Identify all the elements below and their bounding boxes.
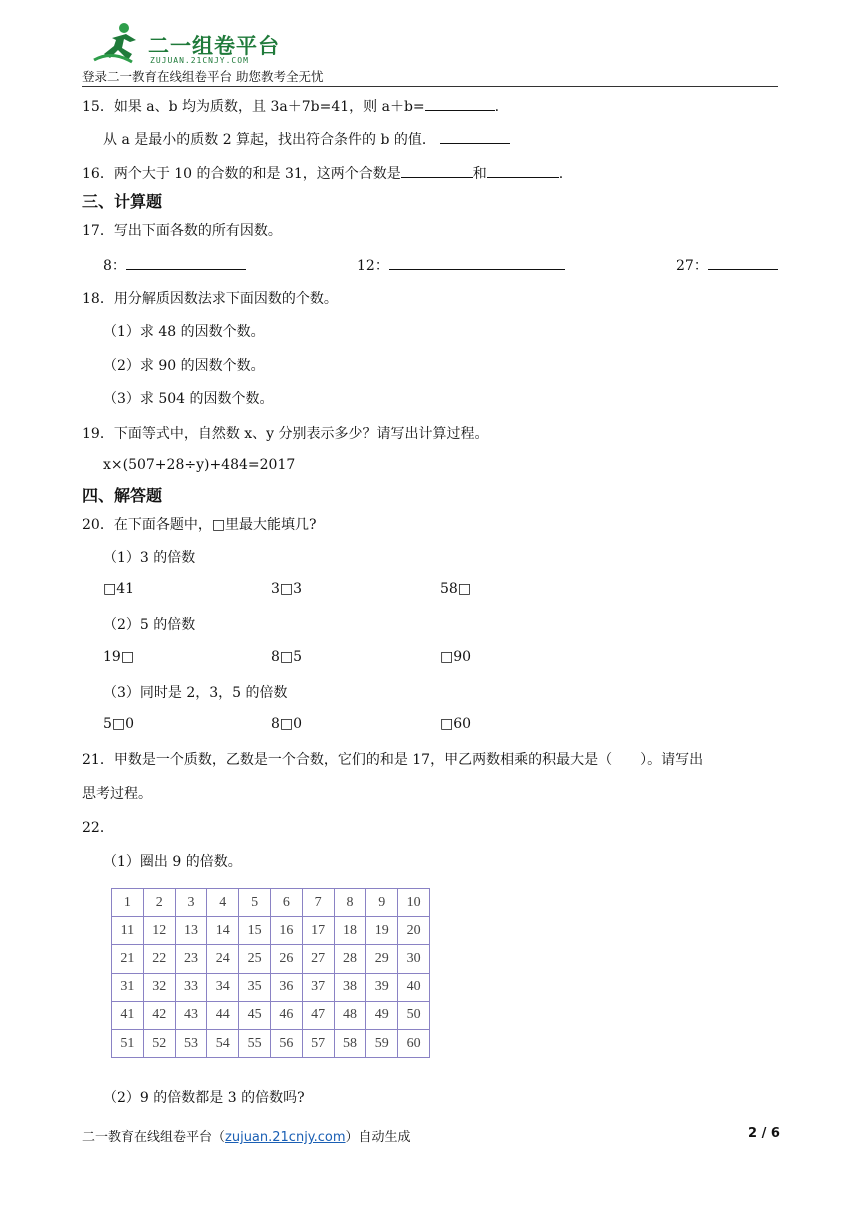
grid-cell[interactable]: 14 — [207, 917, 239, 945]
q17-item-8 — [103, 255, 246, 275]
q16-and: 和 — [472, 166, 487, 182]
question-15 — [82, 96, 499, 116]
grid-cell[interactable]: 27 — [302, 945, 334, 973]
grid-cell[interactable]: 42 — [143, 1001, 175, 1029]
grid-cell[interactable]: 4 — [207, 889, 239, 917]
grid-cell[interactable]: 54 — [207, 1029, 239, 1057]
grid-cell[interactable]: 36 — [270, 973, 302, 1001]
question-16 — [82, 163, 563, 183]
q17-blank-8[interactable] — [126, 255, 246, 270]
q20-item: 8□5 — [271, 649, 303, 665]
grid-cell[interactable]: 46 — [270, 1001, 302, 1029]
q15-blank[interactable] — [425, 96, 495, 111]
grid-cell[interactable]: 12 — [143, 917, 175, 945]
grid-cell[interactable]: 49 — [366, 1001, 398, 1029]
q16-blank-1[interactable] — [401, 163, 473, 178]
q16-text: 16．两个大于 10 的合数的和是 31，这两个合数是 — [82, 166, 401, 182]
grid-cell[interactable]: 37 — [302, 973, 334, 1001]
grid-cell[interactable]: 30 — [398, 945, 430, 973]
grid-cell[interactable]: 1 — [112, 889, 144, 917]
q16-blank-2[interactable] — [487, 163, 559, 178]
grid-cell[interactable]: 22 — [143, 945, 175, 973]
grid-row — [112, 945, 430, 973]
grid-cell[interactable]: 41 — [112, 1001, 144, 1029]
q15-hint — [103, 129, 510, 149]
footer-source — [82, 1126, 411, 1145]
grid-cell[interactable]: 21 — [112, 945, 144, 973]
grid-row — [112, 973, 430, 1001]
grid-cell[interactable]: 11 — [112, 917, 144, 945]
grid-cell[interactable]: 17 — [302, 917, 334, 945]
grid-cell[interactable]: 56 — [270, 1029, 302, 1057]
grid-cell[interactable]: 57 — [302, 1029, 334, 1057]
question-17: 17．写出下面各数的所有因数。 — [82, 223, 282, 239]
grid-cell[interactable]: 40 — [398, 973, 430, 1001]
grid-cell[interactable]: 5 — [239, 889, 271, 917]
grid-cell[interactable]: 25 — [239, 945, 271, 973]
grid-cell[interactable]: 45 — [239, 1001, 271, 1029]
question-21: 21．甲数是一个质数，乙数是一个合数，它们的和是 17，甲乙两数相乘的积最大是（ ）。请写出 — [82, 752, 704, 768]
q22-sub-2: （2）9 的倍数都是 3 的倍数吗? — [103, 1090, 305, 1106]
grid-cell[interactable]: 47 — [302, 1001, 334, 1029]
q17-blank-27[interactable] — [708, 255, 778, 270]
grid-cell[interactable]: 50 — [398, 1001, 430, 1029]
footer-link[interactable]: zujuan.21cnjy.com — [225, 1130, 346, 1145]
q20-item: 8□0 — [271, 716, 303, 732]
q20-item: 19□ — [103, 649, 135, 665]
header-divider — [82, 86, 778, 87]
grid-cell[interactable]: 16 — [270, 917, 302, 945]
q16-period: . — [558, 166, 564, 182]
grid-cell[interactable]: 48 — [334, 1001, 366, 1029]
q15-hint-blank[interactable] — [440, 129, 510, 144]
grid-cell[interactable]: 13 — [175, 917, 207, 945]
q22-sub-1: （1）圈出 9 的倍数。 — [103, 854, 242, 870]
grid-cell[interactable]: 29 — [366, 945, 398, 973]
q18-sub-1: （1）求 48 的因数个数。 — [103, 324, 265, 340]
logo-subtext: ZUJUAN.21CNJY.COM — [150, 56, 249, 65]
q17-label-12: 12： — [357, 258, 389, 274]
grid-cell[interactable]: 31 — [112, 973, 144, 1001]
grid-cell[interactable]: 15 — [239, 917, 271, 945]
question-20: 20．在下面各题中，□里最大能填几? — [82, 517, 317, 533]
q20-item: 3□3 — [271, 581, 303, 597]
grid-cell[interactable]: 9 — [366, 889, 398, 917]
footer-suffix: ）自动生成 — [345, 1130, 411, 1145]
q19-equation: x×(507+28÷y)+484=2017 — [103, 457, 296, 473]
q17-item-27 — [676, 255, 778, 275]
footer-prefix: 二一教育在线组卷平台（ — [82, 1130, 226, 1145]
grid-cell[interactable]: 19 — [366, 917, 398, 945]
question-21-cont: 思考过程。 — [82, 786, 152, 802]
grid-cell[interactable]: 3 — [175, 889, 207, 917]
grid-cell[interactable]: 52 — [143, 1029, 175, 1057]
q17-item-12 — [357, 255, 565, 275]
grid-row — [112, 1001, 430, 1029]
grid-cell[interactable]: 55 — [239, 1029, 271, 1057]
page-number: 2 / 6 — [748, 1126, 780, 1141]
q20-item: □90 — [440, 649, 472, 665]
q20-item: □41 — [103, 581, 135, 597]
q20-item: 58□ — [440, 581, 472, 597]
grid-cell[interactable]: 2 — [143, 889, 175, 917]
grid-cell[interactable]: 7 — [302, 889, 334, 917]
grid-cell[interactable]: 23 — [175, 945, 207, 973]
grid-cell[interactable]: 60 — [398, 1029, 430, 1057]
q15-hint-text: 从 a 是最小的质数 2 算起，找出符合条件的 b 的值． — [103, 132, 436, 148]
q20-heading-2: （2）5 的倍数 — [103, 617, 196, 633]
runner-logo-icon — [92, 20, 152, 66]
grid-row — [112, 917, 430, 945]
grid-cell[interactable]: 32 — [143, 973, 175, 1001]
grid-cell[interactable]: 43 — [175, 1001, 207, 1029]
section-3-title: 三、计算题 — [82, 192, 163, 211]
logo-text: 二一组卷平台 — [148, 34, 280, 58]
q18-sub-3: （3）求 504 的因数个数。 — [103, 391, 274, 407]
section-4-title: 四、解答题 — [82, 486, 163, 505]
grid-cell[interactable]: 24 — [207, 945, 239, 973]
q18-sub-2: （2）求 90 的因数个数。 — [103, 358, 265, 374]
grid-cell[interactable]: 38 — [334, 973, 366, 1001]
grid-row — [112, 1029, 430, 1057]
grid-cell[interactable]: 10 — [398, 889, 430, 917]
q17-label-8: 8： — [103, 258, 126, 274]
q20-item: □60 — [440, 716, 472, 732]
q20-item: 5□0 — [103, 716, 135, 732]
grid-cell[interactable]: 59 — [366, 1029, 398, 1057]
grid-row — [112, 889, 430, 917]
grid-cell[interactable]: 20 — [398, 917, 430, 945]
grid-cell[interactable]: 44 — [207, 1001, 239, 1029]
q20-heading-3: （3）同时是 2，3，5 的倍数 — [103, 685, 288, 701]
q15-period: . — [494, 99, 500, 115]
grid-cell[interactable]: 53 — [175, 1029, 207, 1057]
grid-cell[interactable]: 51 — [112, 1029, 144, 1057]
number-grid — [111, 888, 430, 1058]
grid-cell[interactable]: 18 — [334, 917, 366, 945]
q15-text: 15．如果 a、b 均为质数，且 3a＋7b=41，则 a＋b= — [82, 99, 425, 115]
question-22: 22． — [82, 820, 114, 836]
q20-heading-1: （1）3 的倍数 — [103, 550, 196, 566]
q17-blank-12[interactable] — [389, 255, 565, 270]
grid-cell[interactable]: 26 — [270, 945, 302, 973]
grid-cell[interactable]: 6 — [270, 889, 302, 917]
grid-cell[interactable]: 28 — [334, 945, 366, 973]
grid-cell[interactable]: 33 — [175, 973, 207, 1001]
grid-cell[interactable]: 39 — [366, 973, 398, 1001]
header-slogan: 登录二一教育在线组卷平台 助您教考全无忧 — [82, 69, 324, 84]
grid-cell[interactable]: 34 — [207, 973, 239, 1001]
grid-cell[interactable]: 35 — [239, 973, 271, 1001]
q17-label-27: 27： — [676, 258, 708, 274]
question-19: 19．下面等式中，自然数 x、y 分别表示多少？请写出计算过程。 — [82, 426, 489, 442]
question-18: 18．用分解质因数法求下面因数的个数。 — [82, 291, 338, 307]
grid-cell[interactable]: 8 — [334, 889, 366, 917]
grid-cell[interactable]: 58 — [334, 1029, 366, 1057]
